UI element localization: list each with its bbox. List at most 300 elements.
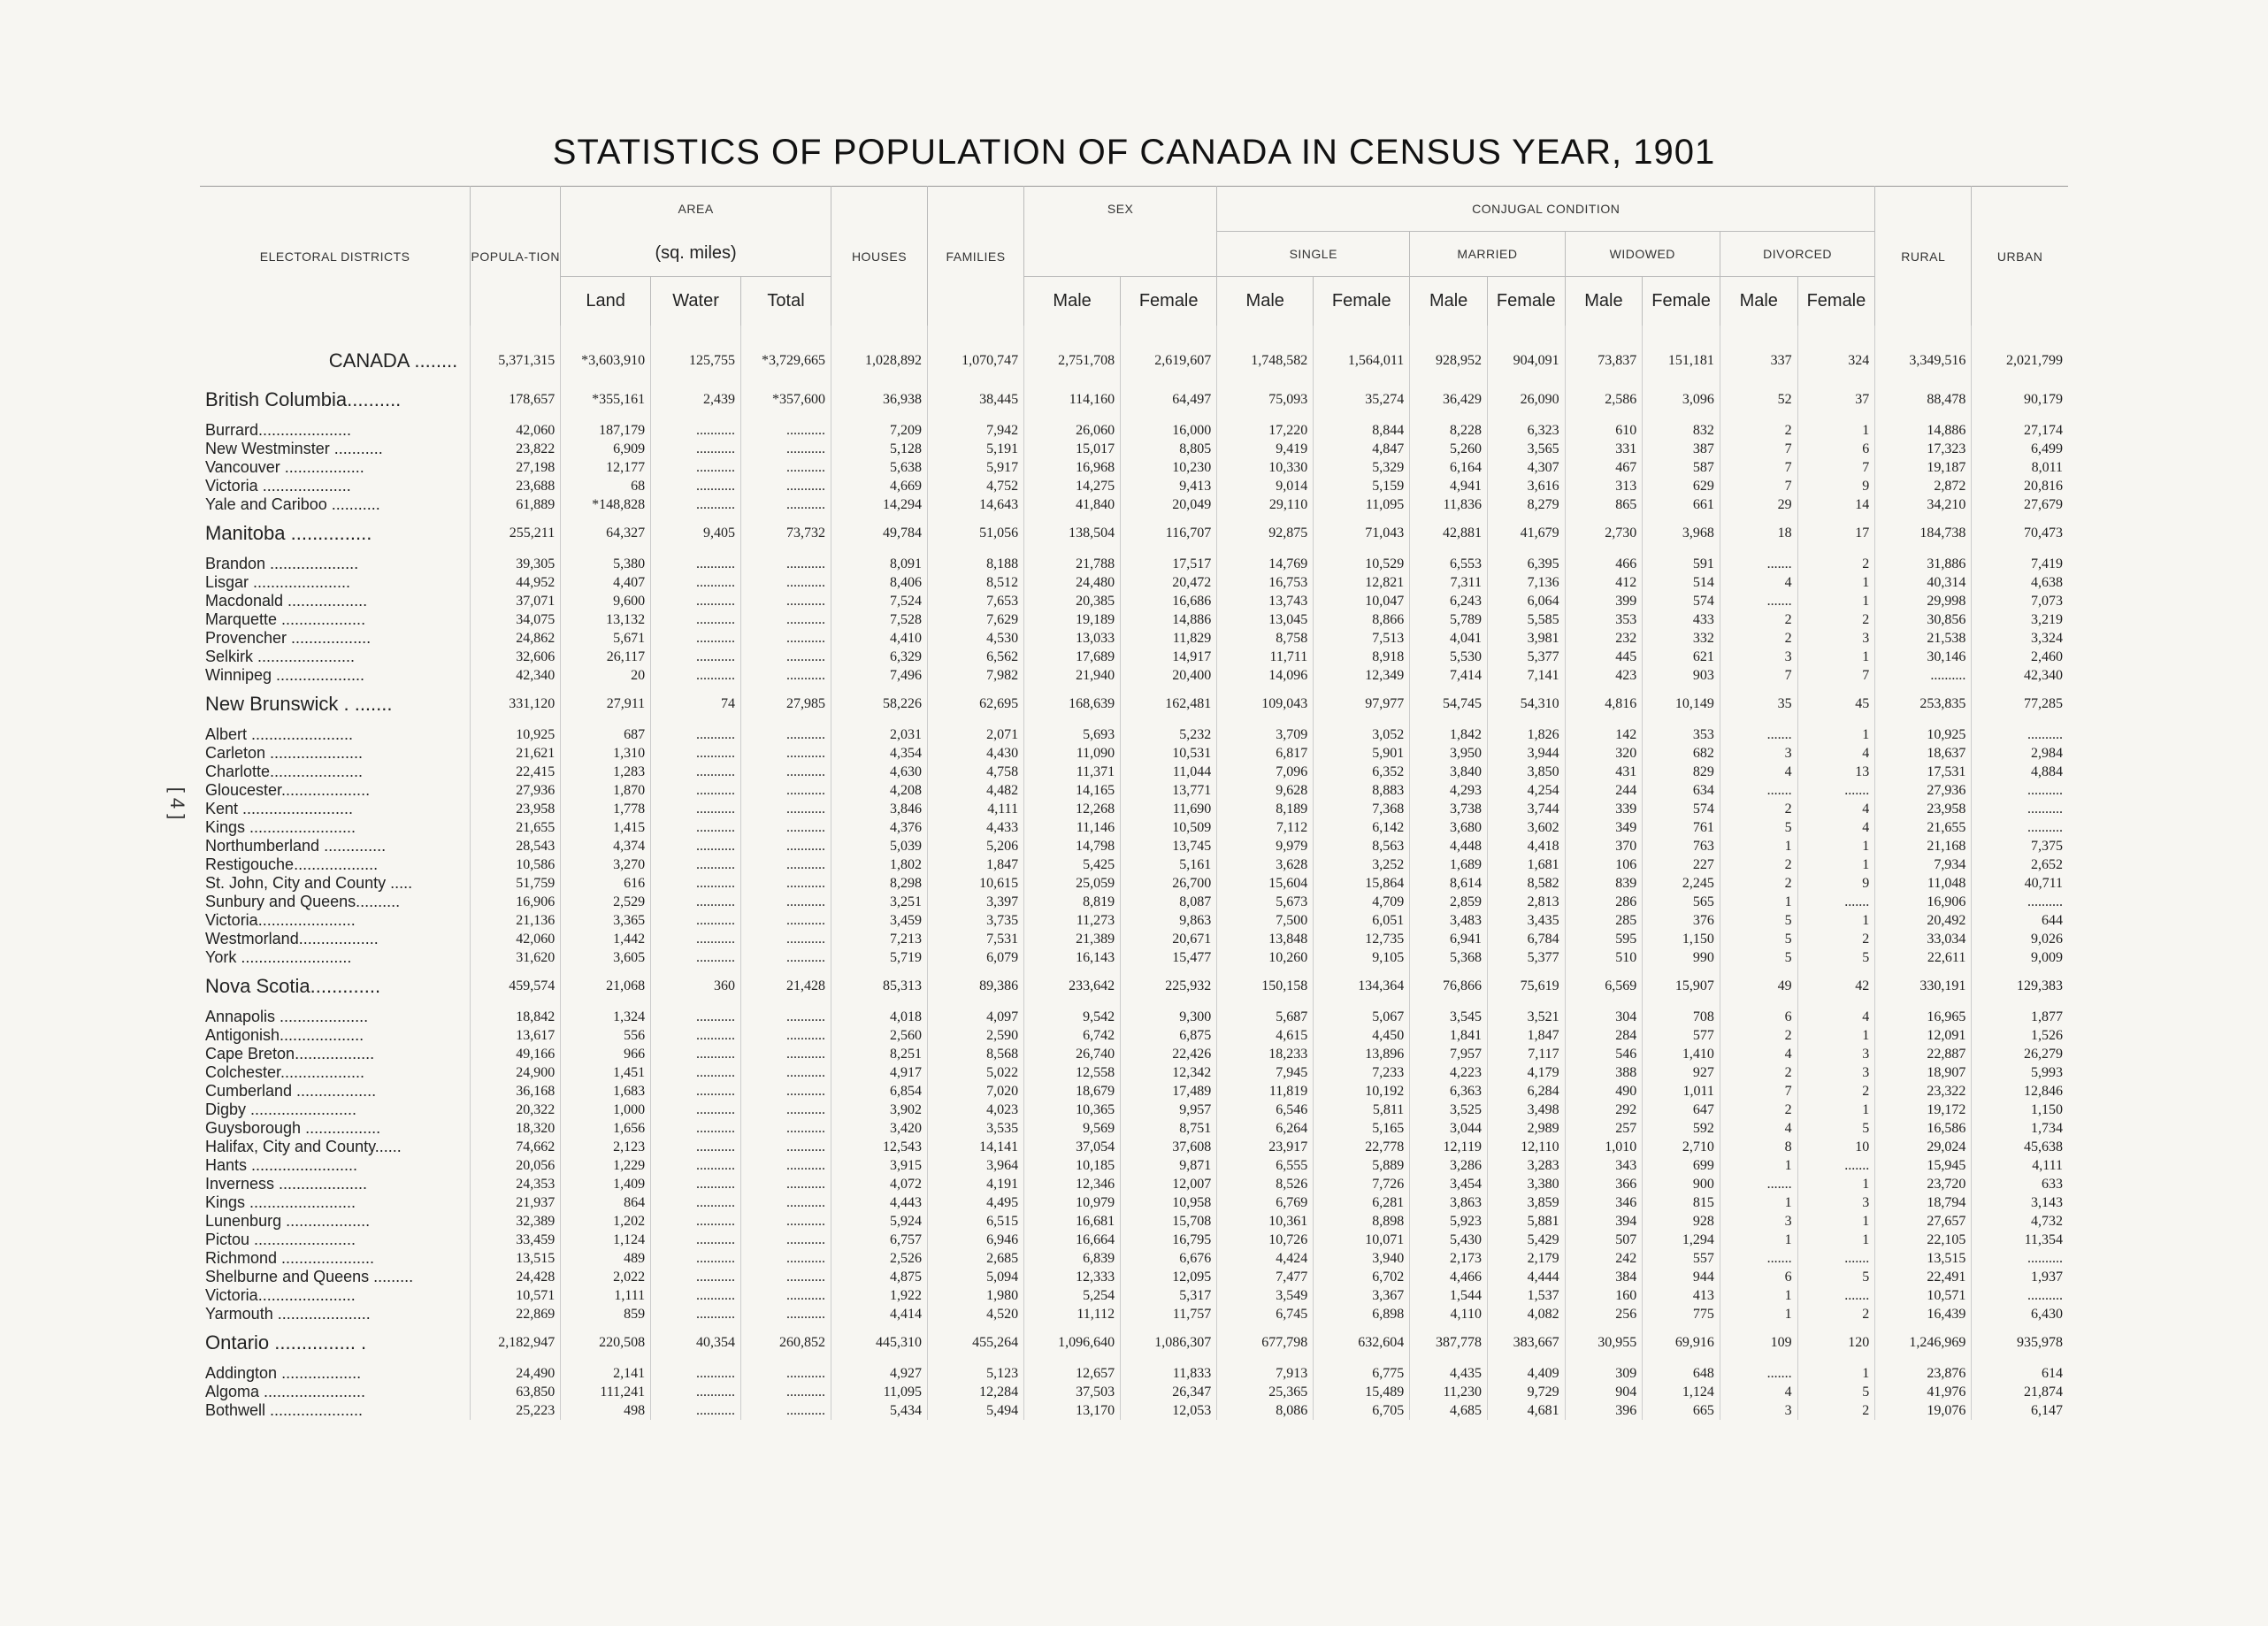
district-name-cell: Gloucester.................... <box>205 781 371 799</box>
married-female-cell: 4,418 <box>1487 837 1565 855</box>
urban-cell: 90,179 <box>1972 380 2068 414</box>
area-water-cell: ........... <box>651 1138 741 1156</box>
single-male-cell: 7,477 <box>1217 1268 1314 1286</box>
widowed-female-cell: 15,907 <box>1643 967 1720 1001</box>
married-male-cell: 3,525 <box>1410 1101 1488 1119</box>
area-water-cell: ........... <box>651 818 741 837</box>
rural-cell: 21,168 <box>1875 837 1972 855</box>
area-total-cell: 260,852 <box>741 1323 831 1357</box>
widowed-male-cell: 320 <box>1565 744 1643 763</box>
houses-cell: 8,091 <box>831 555 927 573</box>
area-land-cell: 4,374 <box>561 837 651 855</box>
district-name-cell: Lunenburg ................... <box>205 1212 371 1230</box>
urban-cell: 20,816 <box>1972 477 2068 495</box>
married-male-cell: 4,435 <box>1410 1364 1488 1383</box>
spacer-cell <box>1972 326 2068 336</box>
married-male-cell: 3,738 <box>1410 800 1488 818</box>
area-total-cell: ........... <box>741 855 831 874</box>
families-cell: 12,284 <box>928 1383 1024 1401</box>
married-female-cell: 2,813 <box>1487 893 1565 911</box>
area-water-cell: 125,755 <box>651 336 741 380</box>
single-female-cell: 12,735 <box>1314 930 1410 948</box>
area-land-cell: 1,442 <box>561 930 651 948</box>
area-land-cell: *3,603,910 <box>561 336 651 380</box>
divorced-male-cell: 2 <box>1720 1063 1797 1082</box>
rural-cell: 330,191 <box>1875 967 1972 1001</box>
married-female-cell: 41,679 <box>1487 514 1565 548</box>
sex-male-cell: 41,840 <box>1024 495 1121 514</box>
single-male-cell: 9,628 <box>1217 781 1314 800</box>
gap-cell <box>1643 718 1720 725</box>
divorced-female-cell: ....... <box>1797 1286 1875 1305</box>
area-total-cell: ........... <box>741 1383 831 1401</box>
rural-cell: 31,886 <box>1875 555 1972 573</box>
sex-female-cell: 11,757 <box>1121 1305 1217 1323</box>
area-total-cell: ........... <box>741 725 831 744</box>
gap-cell <box>651 548 741 555</box>
area-water-cell: 40,354 <box>651 1323 741 1357</box>
widowed-female-cell: 587 <box>1643 458 1720 477</box>
married-female-cell: 2,989 <box>1487 1119 1565 1138</box>
rural-cell: 23,720 <box>1875 1175 1972 1193</box>
rural-cell: 1,246,969 <box>1875 1323 1972 1357</box>
area-total-cell: ........... <box>741 421 831 440</box>
sex-female-cell: 26,700 <box>1121 874 1217 893</box>
area-total-cell: ........... <box>741 440 831 458</box>
rural-cell: 15,945 <box>1875 1156 1972 1175</box>
married-female-cell: 26,090 <box>1487 380 1565 414</box>
houses-cell: 3,251 <box>831 893 927 911</box>
houses-cell: 12,543 <box>831 1138 927 1156</box>
gap-cell <box>1720 414 1797 421</box>
area-water-cell: ........... <box>651 781 741 800</box>
table-row <box>200 837 2068 855</box>
widowed-male-cell: 507 <box>1565 1231 1643 1249</box>
population-cell: 63,850 <box>471 1383 561 1401</box>
houses-cell: 58,226 <box>831 685 927 718</box>
population-cell: 459,574 <box>471 967 561 1001</box>
houses-cell: 4,443 <box>831 1193 927 1212</box>
widowed-female-cell: 592 <box>1643 1119 1720 1138</box>
married-female-cell: 1,681 <box>1487 855 1565 874</box>
district-name-cell: Kings ........................ <box>205 818 356 836</box>
gap-cell <box>1972 718 2068 725</box>
area-land-cell: 2,529 <box>561 893 651 911</box>
header-urban: URBAN <box>1972 187 2068 326</box>
area-total-cell: ........... <box>741 874 831 893</box>
married-male-cell: 3,950 <box>1410 744 1488 763</box>
area-land-cell: 1,778 <box>561 800 651 818</box>
area-total-cell: ........... <box>741 1249 831 1268</box>
divorced-female-cell: 2 <box>1797 555 1875 573</box>
single-male-cell: 5,673 <box>1217 893 1314 911</box>
single-male-cell: 3,709 <box>1217 725 1314 744</box>
population-cell: 24,900 <box>471 1063 561 1082</box>
families-cell: 5,094 <box>928 1268 1024 1286</box>
sex-male-cell: 20,385 <box>1024 592 1121 610</box>
population-cell: 5,371,315 <box>471 336 561 380</box>
district-name-cell: Inverness .................... <box>205 1175 368 1193</box>
sex-female-cell: 10,958 <box>1121 1193 1217 1212</box>
families-cell: 4,097 <box>928 1008 1024 1026</box>
area-water-cell: ........... <box>651 800 741 818</box>
families-cell: 5,494 <box>928 1401 1024 1420</box>
sex-male-cell: 5,693 <box>1024 725 1121 744</box>
area-land-cell: 3,605 <box>561 948 651 967</box>
houses-cell: 3,420 <box>831 1119 927 1138</box>
widowed-female-cell: 665 <box>1643 1401 1720 1420</box>
population-cell: 42,340 <box>471 666 561 685</box>
population-cell: 33,459 <box>471 1231 561 1249</box>
divorced-male-cell: 1 <box>1720 1286 1797 1305</box>
area-land-cell: 1,124 <box>561 1231 651 1249</box>
gap-cell <box>1565 1001 1643 1008</box>
single-male-cell: 6,817 <box>1217 744 1314 763</box>
houses-cell: 1,028,892 <box>831 336 927 380</box>
widowed-male-cell: 242 <box>1565 1249 1643 1268</box>
population-cell: 51,759 <box>471 874 561 893</box>
divorced-female-cell: ....... <box>1797 781 1875 800</box>
urban-cell: 7,419 <box>1972 555 2068 573</box>
rural-cell: 88,478 <box>1875 380 1972 414</box>
population-cell: 21,655 <box>471 818 561 837</box>
divorced-female-cell: 1 <box>1797 855 1875 874</box>
families-cell: 1,070,747 <box>928 336 1024 380</box>
sex-male-cell: 16,681 <box>1024 1212 1121 1231</box>
single-female-cell: 10,071 <box>1314 1231 1410 1249</box>
district-name-cell: Carleton ..................... <box>205 744 364 762</box>
single-male-cell: 17,220 <box>1217 421 1314 440</box>
population-cell: 28,543 <box>471 837 561 855</box>
single-female-cell: 6,775 <box>1314 1364 1410 1383</box>
population-cell: 61,889 <box>471 495 561 514</box>
spacer-cell <box>831 326 927 336</box>
houses-cell: 4,376 <box>831 818 927 837</box>
single-male-cell: 11,819 <box>1217 1082 1314 1101</box>
spacer-cell <box>1314 326 1410 336</box>
families-cell: 4,482 <box>928 781 1024 800</box>
census-table <box>200 186 2068 1420</box>
spacer-cell <box>471 326 561 336</box>
families-cell: 4,530 <box>928 629 1024 648</box>
area-total-cell: ........... <box>741 837 831 855</box>
single-male-cell: 150,158 <box>1217 967 1314 1001</box>
area-total-cell: ........... <box>741 1156 831 1175</box>
families-cell: 5,022 <box>928 1063 1024 1082</box>
area-total-cell: ........... <box>741 477 831 495</box>
population-cell: 22,869 <box>471 1305 561 1323</box>
single-female-cell: 10,047 <box>1314 592 1410 610</box>
population-cell: 13,515 <box>471 1249 561 1268</box>
divorced-male-cell: 2 <box>1720 610 1797 629</box>
widowed-male-cell: 339 <box>1565 800 1643 818</box>
gap-cell <box>1797 1001 1875 1008</box>
divorced-male-cell: 7 <box>1720 440 1797 458</box>
rural-cell: 14,886 <box>1875 421 1972 440</box>
widowed-female-cell: 647 <box>1643 1101 1720 1119</box>
sex-male-cell: 114,160 <box>1024 380 1121 414</box>
single-female-cell: 5,159 <box>1314 477 1410 495</box>
area-water-cell: ........... <box>651 1286 741 1305</box>
rural-cell: 18,637 <box>1875 744 1972 763</box>
single-male-cell: 8,086 <box>1217 1401 1314 1420</box>
widowed-female-cell: 514 <box>1643 573 1720 592</box>
population-cell: 10,571 <box>471 1286 561 1305</box>
gap-cell <box>1565 548 1643 555</box>
area-total-cell: ........... <box>741 744 831 763</box>
single-female-cell: 4,450 <box>1314 1026 1410 1045</box>
divorced-male-cell: 6 <box>1720 1008 1797 1026</box>
table-row <box>200 477 2068 495</box>
sex-male-cell: 21,940 <box>1024 666 1121 685</box>
divorced-female-cell: 14 <box>1797 495 1875 514</box>
area-land-cell: 5,380 <box>561 555 651 573</box>
widowed-male-cell: 370 <box>1565 837 1643 855</box>
widowed-female-cell: 1,294 <box>1643 1231 1720 1249</box>
area-total-cell: *357,600 <box>741 380 831 414</box>
married-male-cell: 1,544 <box>1410 1286 1488 1305</box>
divorced-male-cell: 6 <box>1720 1268 1797 1286</box>
divorced-male-cell: 1 <box>1720 1193 1797 1212</box>
district-name-cell: Winnipeg .................... <box>205 666 365 684</box>
single-female-cell: 7,233 <box>1314 1063 1410 1082</box>
widowed-male-cell: 160 <box>1565 1286 1643 1305</box>
table-row <box>200 629 2068 648</box>
families-cell: 4,023 <box>928 1101 1024 1119</box>
district-name-cell: Addington .................. <box>205 1364 362 1382</box>
sex-male-cell: 2,751,708 <box>1024 336 1121 380</box>
divorced-female-cell: 1 <box>1797 911 1875 930</box>
married-female-cell: 4,082 <box>1487 1305 1565 1323</box>
population-cell: 18,320 <box>471 1119 561 1138</box>
married-male-cell: 6,363 <box>1410 1082 1488 1101</box>
table-row <box>200 911 2068 930</box>
header-sex-male: Male <box>1024 277 1121 326</box>
divorced-male-cell: 7 <box>1720 477 1797 495</box>
single-female-cell: 6,352 <box>1314 763 1410 781</box>
spacer-cell <box>1875 326 1972 336</box>
married-male-cell: 3,863 <box>1410 1193 1488 1212</box>
area-water-cell: ........... <box>651 1401 741 1420</box>
divorced-female-cell: 1 <box>1797 1212 1875 1231</box>
widowed-male-cell: 467 <box>1565 458 1643 477</box>
widowed-male-cell: 595 <box>1565 930 1643 948</box>
area-land-cell: 489 <box>561 1249 651 1268</box>
single-female-cell: 5,165 <box>1314 1119 1410 1138</box>
table-row <box>200 855 2068 874</box>
houses-cell: 5,924 <box>831 1212 927 1231</box>
gap-cell <box>928 1357 1024 1364</box>
population-cell: 13,617 <box>471 1026 561 1045</box>
page-title: STATISTICS OF POPULATION OF CANADA IN CENSUS YEAR, 1901 <box>552 133 1716 172</box>
area-land-cell: 1,310 <box>561 744 651 763</box>
families-cell: 51,056 <box>928 514 1024 548</box>
rural-cell: 21,538 <box>1875 629 1972 648</box>
families-cell: 7,629 <box>928 610 1024 629</box>
widowed-male-cell: 366 <box>1565 1175 1643 1193</box>
header-widowed-male: Male <box>1565 277 1643 326</box>
table-row <box>200 592 2068 610</box>
married-female-cell: 904,091 <box>1487 336 1565 380</box>
houses-cell: 3,915 <box>831 1156 927 1175</box>
married-male-cell: 8,228 <box>1410 421 1488 440</box>
divorced-female-cell: 2 <box>1797 1082 1875 1101</box>
spacer-cell <box>1024 326 1121 336</box>
sex-female-cell: 13,745 <box>1121 837 1217 855</box>
population-cell: 24,353 <box>471 1175 561 1193</box>
married-male-cell: 2,859 <box>1410 893 1488 911</box>
population-cell: 20,322 <box>471 1101 561 1119</box>
sex-female-cell: 11,690 <box>1121 800 1217 818</box>
population-cell: 23,958 <box>471 800 561 818</box>
header-area: AREA <box>561 187 831 232</box>
married-female-cell: 6,284 <box>1487 1082 1565 1101</box>
single-female-cell: 13,896 <box>1314 1045 1410 1063</box>
area-water-cell: ........... <box>651 648 741 666</box>
houses-cell: 4,354 <box>831 744 927 763</box>
married-male-cell: 4,685 <box>1410 1401 1488 1420</box>
sex-male-cell: 26,740 <box>1024 1045 1121 1063</box>
single-male-cell: 14,096 <box>1217 666 1314 685</box>
widowed-female-cell: 621 <box>1643 648 1720 666</box>
table-row <box>200 555 2068 573</box>
rural-cell: 3,349,516 <box>1875 336 1972 380</box>
urban-cell: .......... <box>1972 818 2068 837</box>
houses-cell: 6,854 <box>831 1082 927 1101</box>
houses-cell: 4,072 <box>831 1175 927 1193</box>
families-cell: 455,264 <box>928 1323 1024 1357</box>
gap-cell <box>831 548 927 555</box>
single-male-cell: 7,500 <box>1217 911 1314 930</box>
married-male-cell: 7,957 <box>1410 1045 1488 1063</box>
area-land-cell: 1,111 <box>561 1286 651 1305</box>
gap-cell <box>200 414 471 421</box>
gap-cell <box>741 548 831 555</box>
divorced-male-cell: 4 <box>1720 573 1797 592</box>
spacer-cell <box>1797 326 1875 336</box>
area-water-cell: ........... <box>651 725 741 744</box>
divorced-male-cell: 18 <box>1720 514 1797 548</box>
gap-cell <box>831 718 927 725</box>
widowed-male-cell: 232 <box>1565 629 1643 648</box>
divorced-female-cell: 1 <box>1797 1364 1875 1383</box>
area-water-cell: ........... <box>651 1305 741 1323</box>
married-male-cell: 6,941 <box>1410 930 1488 948</box>
area-total-cell: ........... <box>741 1138 831 1156</box>
divorced-male-cell: 109 <box>1720 1323 1797 1357</box>
families-cell: 10,615 <box>928 874 1024 893</box>
widowed-female-cell: 832 <box>1643 421 1720 440</box>
single-male-cell: 9,419 <box>1217 440 1314 458</box>
single-male-cell: 10,260 <box>1217 948 1314 967</box>
gap-cell <box>741 414 831 421</box>
area-total-cell: ........... <box>741 573 831 592</box>
table-row <box>200 1231 2068 1249</box>
district-name-cell: Provencher .................. <box>205 629 372 647</box>
single-male-cell: 6,264 <box>1217 1119 1314 1138</box>
sex-male-cell: 18,679 <box>1024 1082 1121 1101</box>
married-male-cell: 7,414 <box>1410 666 1488 685</box>
divorced-male-cell: 52 <box>1720 380 1797 414</box>
area-water-cell: ........... <box>651 1101 741 1119</box>
single-female-cell: 3,940 <box>1314 1249 1410 1268</box>
sex-male-cell: 37,503 <box>1024 1383 1121 1401</box>
population-cell: 10,925 <box>471 725 561 744</box>
houses-cell: 2,560 <box>831 1026 927 1045</box>
urban-cell: 2,460 <box>1972 648 2068 666</box>
population-cell: 21,937 <box>471 1193 561 1212</box>
divorced-female-cell: 37 <box>1797 380 1875 414</box>
widowed-female-cell: 928 <box>1643 1212 1720 1231</box>
single-male-cell: 15,604 <box>1217 874 1314 893</box>
sex-female-cell: 9,957 <box>1121 1101 1217 1119</box>
sex-male-cell: 12,346 <box>1024 1175 1121 1193</box>
area-total-cell: ........... <box>741 911 831 930</box>
district-name-cell: Westmorland.................. <box>205 930 379 947</box>
sex-male-cell: 5,425 <box>1024 855 1121 874</box>
houses-cell: 6,757 <box>831 1231 927 1249</box>
houses-cell: 7,528 <box>831 610 927 629</box>
population-cell: 24,862 <box>471 629 561 648</box>
gap-cell <box>1565 414 1643 421</box>
houses-cell: 85,313 <box>831 967 927 1001</box>
single-female-cell: 8,918 <box>1314 648 1410 666</box>
urban-cell: .......... <box>1972 725 2068 744</box>
population-cell: 37,071 <box>471 592 561 610</box>
population-cell: 10,586 <box>471 855 561 874</box>
single-female-cell: 5,811 <box>1314 1101 1410 1119</box>
table-row <box>200 744 2068 763</box>
urban-cell: 129,383 <box>1972 967 2068 1001</box>
prov-total-row <box>200 514 2068 548</box>
area-total-cell: ........... <box>741 555 831 573</box>
houses-cell: 7,209 <box>831 421 927 440</box>
divorced-male-cell: 8 <box>1720 1138 1797 1156</box>
rural-cell: 27,657 <box>1875 1212 1972 1231</box>
divorced-male-cell: ....... <box>1720 725 1797 744</box>
urban-cell: 2,652 <box>1972 855 2068 874</box>
header-sex-female: Female <box>1121 277 1217 326</box>
married-male-cell: 387,778 <box>1410 1323 1488 1357</box>
divorced-female-cell: 9 <box>1797 874 1875 893</box>
area-land-cell: *355,161 <box>561 380 651 414</box>
houses-cell: 3,846 <box>831 800 927 818</box>
sex-female-cell: 17,517 <box>1121 555 1217 573</box>
table-row <box>200 1286 2068 1305</box>
single-female-cell: 71,043 <box>1314 514 1410 548</box>
married-female-cell: 3,744 <box>1487 800 1565 818</box>
district-name-cell: Marquette ................... <box>205 610 366 628</box>
gap-row <box>200 1001 2068 1008</box>
rural-cell: 29,998 <box>1875 592 1972 610</box>
population-cell: 31,620 <box>471 948 561 967</box>
rural-cell: 30,856 <box>1875 610 1972 629</box>
table-row <box>200 948 2068 967</box>
table-row <box>200 1249 2068 1268</box>
gap-cell <box>1024 548 1121 555</box>
area-land-cell: *148,828 <box>561 495 651 514</box>
population-cell: 2,182,947 <box>471 1323 561 1357</box>
sex-female-cell: 9,871 <box>1121 1156 1217 1175</box>
population-cell: 21,621 <box>471 744 561 763</box>
divorced-male-cell: 2 <box>1720 874 1797 893</box>
widowed-male-cell: 257 <box>1565 1119 1643 1138</box>
divorced-male-cell: ....... <box>1720 781 1797 800</box>
gap-cell <box>200 718 471 725</box>
single-male-cell: 92,875 <box>1217 514 1314 548</box>
area-land-cell: 1,283 <box>561 763 651 781</box>
urban-cell: 2,021,799 <box>1972 336 2068 380</box>
